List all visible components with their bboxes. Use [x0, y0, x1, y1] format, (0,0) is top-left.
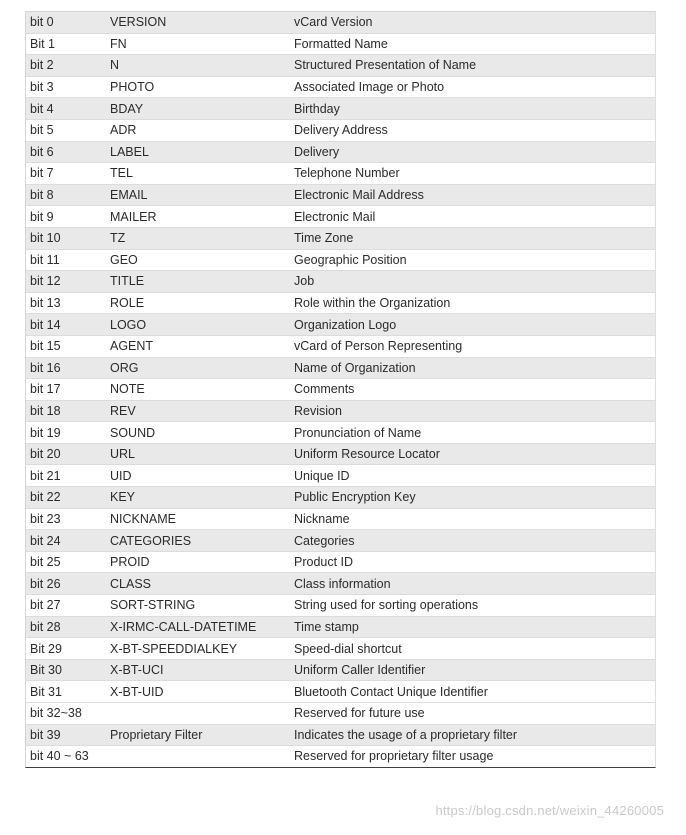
property-desc-cell: Public Encryption Key [294, 490, 416, 505]
bit-label-cell: bit 3 [30, 80, 54, 95]
table-row [26, 465, 655, 487]
bit-label-cell: bit 21 [30, 468, 61, 483]
table-row [26, 725, 655, 747]
bit-label-cell: bit 11 [30, 252, 60, 267]
table-row [26, 358, 655, 380]
bit-label-cell: bit 39 [30, 727, 61, 742]
property-name-cell: X-BT-UCI [110, 663, 164, 678]
property-desc-cell: Bluetooth Contact Unique Identifier [294, 684, 488, 699]
bit-label-cell: Bit 30 [30, 663, 62, 678]
property-name-cell: NOTE [110, 382, 145, 397]
bit-label-cell: bit 2 [30, 58, 54, 73]
bit-label-cell: bit 22 [30, 490, 61, 505]
property-desc-cell: Delivery Address [294, 123, 388, 138]
property-desc-cell: Delivery [294, 144, 340, 159]
table-row [26, 336, 655, 358]
table-row [26, 530, 655, 552]
table-row [26, 12, 655, 34]
property-name-cell: FN [110, 36, 127, 51]
bit-label-cell: bit 12 [30, 274, 61, 289]
bit-label-cell: Bit 31 [30, 684, 62, 699]
table-row [26, 250, 655, 272]
property-desc-cell: Unique ID [294, 468, 350, 483]
property-name-cell: GEO [110, 252, 138, 267]
watermark-url: https://blog.csdn.net/weixin_44260005 [435, 803, 664, 818]
property-desc-cell: Name of Organization [294, 360, 416, 375]
property-name-cell: URL [110, 447, 136, 462]
table-row [26, 422, 655, 444]
table-row [26, 34, 655, 56]
property-name-cell: LOGO [110, 317, 147, 332]
table-row [26, 314, 655, 336]
bit-label-cell: bit 7 [30, 166, 54, 181]
property-name-cell: TEL [110, 166, 133, 181]
bit-label-cell: bit 17 [30, 382, 61, 397]
bit-label-cell: bit 26 [30, 576, 61, 591]
property-name-cell: LABEL [110, 144, 149, 159]
property-name-cell: SORT-STRING [110, 598, 196, 613]
property-name-cell: EMAIL [110, 188, 148, 203]
table-row [26, 681, 655, 703]
table-row [26, 293, 655, 315]
property-name-cell: X-BT-SPEEDDIALKEY [110, 641, 238, 656]
bit-label-cell: Bit 29 [30, 641, 62, 656]
table-row [26, 271, 655, 293]
property-name-cell: CATEGORIES [110, 533, 192, 548]
table-row [26, 595, 655, 617]
vcard-property-table [25, 11, 656, 768]
property-name-cell: BDAY [110, 101, 144, 116]
property-desc-cell: Reserved for future use [294, 706, 425, 721]
table-row [26, 660, 655, 682]
property-desc-cell: Nickname [294, 511, 350, 526]
bit-label-cell: bit 6 [30, 144, 54, 159]
property-desc-cell: Electronic Mail Address [294, 188, 424, 203]
property-desc-cell: Uniform Resource Locator [294, 447, 440, 462]
property-name-cell: X-BT-UID [110, 684, 164, 699]
property-desc-cell: Geographic Position [294, 252, 407, 267]
property-name-cell: MAILER [110, 209, 157, 224]
bit-label-cell: bit 4 [30, 101, 54, 116]
property-name-cell: ADR [110, 123, 137, 138]
property-desc-cell: Revision [294, 403, 342, 418]
bit-label-cell: Bit 1 [30, 36, 56, 51]
property-name-cell: REV [110, 403, 136, 418]
bit-label-cell: bit 10 [30, 231, 61, 246]
table-row [26, 509, 655, 531]
bit-label-cell: bit 5 [30, 123, 54, 138]
bit-label-cell: bit 18 [30, 403, 61, 418]
property-desc-cell: Time stamp [294, 619, 359, 634]
table-row [26, 55, 655, 77]
property-name-cell: UID [110, 468, 132, 483]
property-desc-cell: Indicates the usage of a proprietary filter [294, 727, 518, 742]
bit-label-cell: bit 19 [30, 425, 61, 440]
property-desc-cell: Class information [294, 576, 391, 591]
property-desc-cell: Uniform Caller Identifier [294, 663, 426, 678]
table-row [26, 703, 655, 725]
bit-label-cell: bit 40 ~ 63 [30, 749, 89, 764]
property-desc-cell: Birthday [294, 101, 340, 116]
property-desc-cell: Time Zone [294, 231, 354, 246]
property-name-cell: N [110, 58, 120, 73]
property-name-cell: ORG [110, 360, 139, 375]
table-row [26, 638, 655, 660]
table-row [26, 552, 655, 574]
property-name-cell: Proprietary Filter [110, 727, 203, 742]
table-row [26, 228, 655, 250]
bit-label-cell: bit 15 [30, 339, 61, 354]
property-desc-cell: Categories [294, 533, 355, 548]
table-row [26, 487, 655, 509]
property-desc-cell: Associated Image or Photo [294, 80, 445, 95]
property-desc-cell: vCard Version [294, 15, 373, 30]
property-desc-cell: Speed-dial shortcut [294, 641, 402, 656]
property-desc-cell: Reserved for proprietary filter usage [294, 749, 494, 764]
property-desc-cell: Role within the Organization [294, 296, 451, 311]
property-desc-cell: Job [294, 274, 315, 289]
property-name-cell: PROID [110, 555, 150, 570]
bit-label-cell: bit 28 [30, 619, 61, 634]
bit-label-cell: bit 13 [30, 296, 61, 311]
bit-label-cell: bit 0 [30, 15, 54, 30]
property-name-cell: NICKNAME [110, 511, 176, 526]
bit-label-cell: bit 23 [30, 511, 61, 526]
property-name-cell: ROLE [110, 296, 145, 311]
table-row [26, 185, 655, 207]
table-row [26, 401, 655, 423]
property-desc-cell: Pronunciation of Name [294, 425, 422, 440]
property-name-cell: AGENT [110, 339, 154, 354]
table-row [26, 746, 655, 767]
table-row [26, 379, 655, 401]
table-row [26, 98, 655, 120]
table-row [26, 163, 655, 185]
property-name-cell: VERSION [110, 15, 167, 30]
table-row [26, 142, 655, 164]
table-row [26, 77, 655, 99]
property-name-cell: CLASS [110, 576, 151, 591]
table-row [26, 617, 655, 639]
bit-label-cell: bit 9 [30, 209, 54, 224]
table-row [26, 444, 655, 466]
property-desc-cell: Structured Presentation of Name [294, 58, 477, 73]
bit-label-cell: bit 25 [30, 555, 61, 570]
bit-label-cell: bit 20 [30, 447, 61, 462]
property-name-cell: SOUND [110, 425, 156, 440]
table-row [26, 120, 655, 142]
property-name-cell: KEY [110, 490, 136, 505]
property-desc-cell: Product ID [294, 555, 354, 570]
property-desc-cell: Organization Logo [294, 317, 397, 332]
bit-label-cell: bit 14 [30, 317, 61, 332]
property-name-cell: TZ [110, 231, 126, 246]
property-desc-cell: Formatted Name [294, 36, 388, 51]
bit-label-cell: bit 32~38 [30, 706, 82, 721]
property-desc-cell: Electronic Mail [294, 209, 376, 224]
bit-label-cell: bit 16 [30, 360, 61, 375]
property-desc-cell: String used for sorting operations [294, 598, 479, 613]
table-row [26, 206, 655, 228]
property-desc-cell: Comments [294, 382, 355, 397]
property-name-cell: PHOTO [110, 80, 155, 95]
bit-label-cell: bit 24 [30, 533, 61, 548]
bit-label-cell: bit 8 [30, 188, 54, 203]
bit-label-cell: bit 27 [30, 598, 61, 613]
property-name-cell: X-IRMC-CALL-DATETIME [110, 619, 257, 634]
property-desc-cell: vCard of Person Representing [294, 339, 463, 354]
table-row [26, 573, 655, 595]
property-desc-cell: Telephone Number [294, 166, 400, 181]
property-name-cell: TITLE [110, 274, 145, 289]
